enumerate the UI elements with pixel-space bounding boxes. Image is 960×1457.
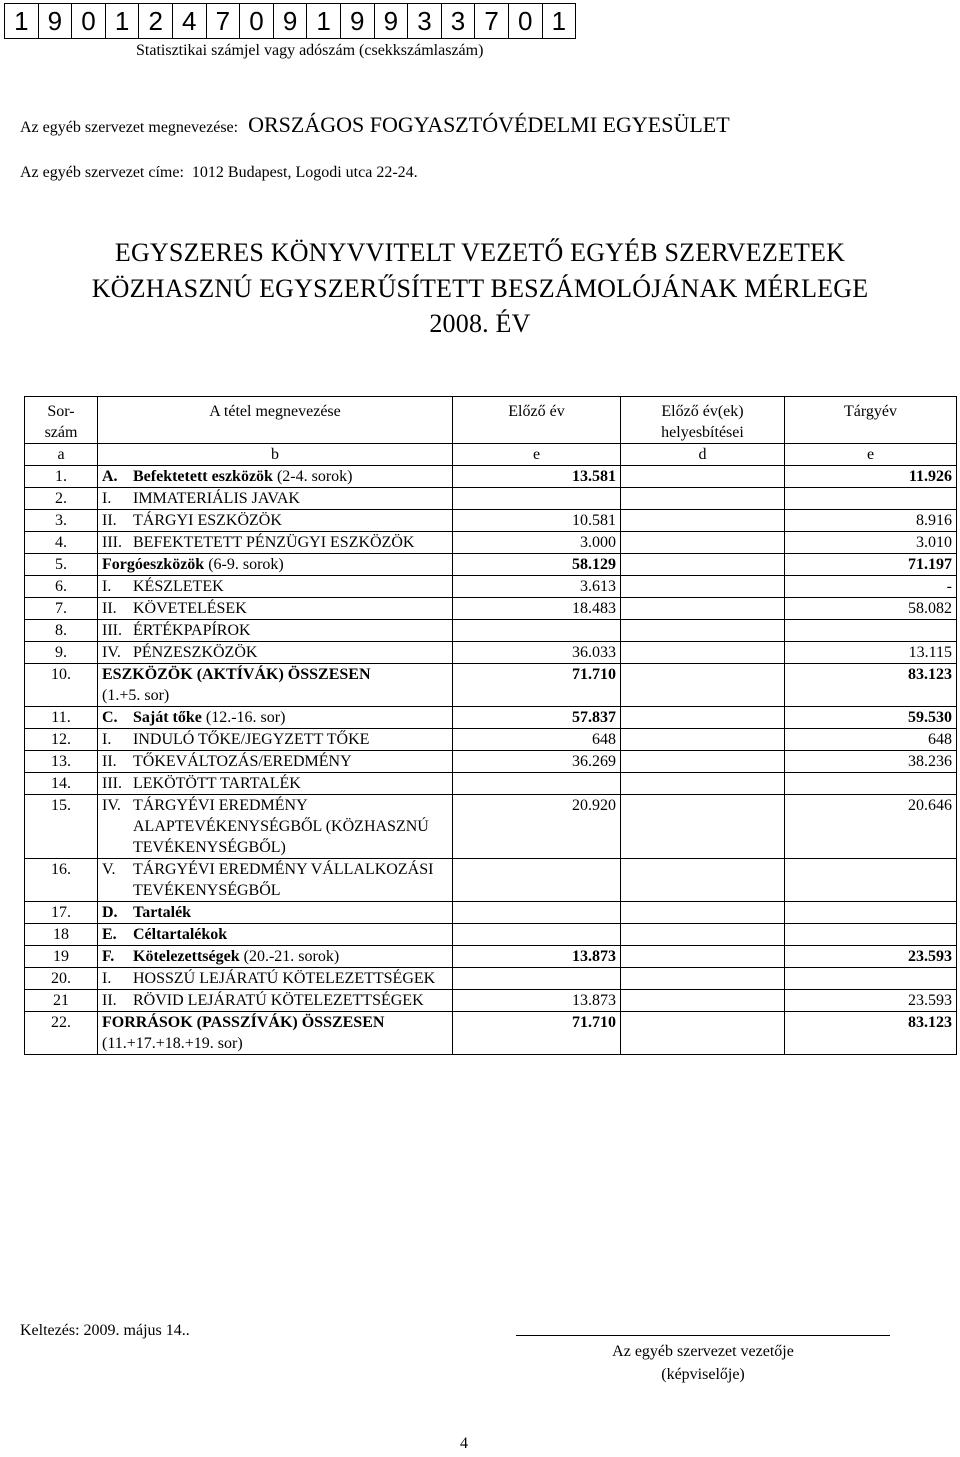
- table-row: [25, 751, 957, 773]
- current-year-value: 20.646: [785, 795, 957, 859]
- header-row-number: Sor- szám: [25, 397, 98, 444]
- table-row: [25, 990, 957, 1012]
- table-row: [25, 510, 957, 532]
- item-label: BEFEKTETETT PÉNZÜGYI ESZKÖZÖK: [133, 534, 415, 551]
- previous-year-value: 18.483: [453, 598, 621, 620]
- adjustment-value: [621, 859, 785, 902]
- adjustment-value: [621, 924, 785, 946]
- signature-line: [516, 1335, 890, 1336]
- item-suffix: (2-4. sorok): [272, 468, 353, 485]
- item-text: [133, 795, 448, 858]
- item-label: TÁRGYÉVI EREDMÉNY ALAPTEVÉKENYSÉGBŐL (KÖZHASZNÚ TEVÉKENYSÉGBŐL): [133, 797, 429, 856]
- tax-digit-box: 0: [71, 3, 106, 39]
- item-label: TÁRGYÉVI EREDMÉNY VÁLLALKOZÁSI TEVÉKENYSÉGBŐL: [133, 861, 434, 899]
- item-suffix: (11.+17.+18.+19. sor): [102, 1035, 243, 1052]
- adjustment-value: [621, 598, 785, 620]
- item-text: [133, 968, 435, 989]
- table-row: [25, 576, 957, 598]
- row-number: 13.: [25, 751, 98, 773]
- adjustment-value: [621, 795, 785, 859]
- item-label: Tartalék: [133, 904, 192, 921]
- row-number: 6.: [25, 576, 98, 598]
- tax-digit-box: 3: [441, 3, 476, 39]
- balance-sheet-table: [24, 396, 957, 1055]
- adjustment-value: [621, 751, 785, 773]
- item-name-cell: [98, 859, 453, 902]
- item-name-cell: [98, 554, 453, 576]
- current-year-value: 71.197: [785, 554, 957, 576]
- item-code: A.: [102, 468, 118, 485]
- item-label: FORRÁSOK (PASSZÍVÁK) ÖSSZESEN: [102, 1014, 385, 1031]
- item-text: [133, 902, 191, 923]
- table-row: [25, 946, 957, 968]
- item-name-cell: [98, 968, 453, 990]
- table-row: [25, 902, 957, 924]
- letter-a: a: [25, 444, 98, 466]
- item-code: III.: [102, 775, 122, 792]
- item-code: II.: [102, 512, 117, 529]
- item-name-cell: [98, 510, 453, 532]
- item-code: II.: [102, 753, 117, 770]
- previous-year-value: 13.581: [453, 466, 621, 488]
- adjustment-value: [621, 990, 785, 1012]
- header-adjustments: Előző év(ek) helyesbítései: [621, 397, 785, 444]
- header-current-year: Tárgyév: [785, 397, 957, 444]
- item-label: IMMATERIÁLIS JAVAK: [133, 490, 300, 507]
- item-code: C.: [102, 709, 118, 726]
- tax-number-boxes: [4, 3, 576, 39]
- tax-digit-box: 9: [374, 3, 409, 39]
- item-text: [133, 642, 257, 663]
- previous-year-value: 3.613: [453, 576, 621, 598]
- row-number: 10.: [25, 664, 98, 707]
- row-number: 22.: [25, 1012, 98, 1055]
- item-label: KÉSZLETEK: [133, 578, 224, 595]
- adjustment-value: [621, 532, 785, 554]
- tax-digit-box: 3: [407, 3, 442, 39]
- previous-year-value: 36.033: [453, 642, 621, 664]
- item-name-cell: [98, 620, 453, 642]
- table-letter-row: [25, 444, 957, 466]
- table-row: [25, 773, 957, 795]
- header-previous-year: Előző év: [453, 397, 621, 444]
- current-year-value: [785, 924, 957, 946]
- current-year-value: [785, 859, 957, 902]
- table-row: [25, 488, 957, 510]
- previous-year-value: 57.837: [453, 707, 621, 729]
- previous-year-value: [453, 488, 621, 510]
- row-number: 3.: [25, 510, 98, 532]
- table-row: [25, 795, 957, 859]
- item-name-cell: [98, 946, 453, 968]
- item-name-cell: [98, 598, 453, 620]
- tax-digit-box: 0: [239, 3, 274, 39]
- previous-year-value: 20.920: [453, 795, 621, 859]
- row-number: 4.: [25, 532, 98, 554]
- item-text: [133, 466, 353, 487]
- previous-year-value: 58.129: [453, 554, 621, 576]
- row-number: 18: [25, 924, 98, 946]
- current-year-value: -: [785, 576, 957, 598]
- current-year-value: 23.593: [785, 946, 957, 968]
- item-label: RÖVID LEJÁRATÚ KÖTELEZETTSÉGEK: [133, 992, 424, 1009]
- current-year-value: 23.593: [785, 990, 957, 1012]
- current-year-value: [785, 968, 957, 990]
- item-code: II.: [102, 600, 117, 617]
- item-label: TÁRGYI ESZKÖZÖK: [133, 512, 282, 529]
- report-title-year: 2008. ÉV: [429, 309, 531, 338]
- tax-digit-box: 1: [105, 3, 140, 39]
- item-text: [133, 488, 300, 509]
- adjustment-value: [621, 642, 785, 664]
- item-name-cell: [98, 1012, 453, 1055]
- item-name-cell: [98, 990, 453, 1012]
- item-name-cell: [98, 664, 453, 707]
- item-label: HOSSZÚ LEJÁRATÚ KÖTELEZETTSÉGEK: [133, 970, 436, 987]
- tax-digit-box: 7: [206, 3, 241, 39]
- letter-adj: d: [621, 444, 785, 466]
- tax-number-label: Statisztikai számjel vagy adószám (csekkszámlaszám): [136, 42, 484, 59]
- item-code: II.: [102, 992, 117, 1009]
- page-number: 4: [460, 1435, 468, 1452]
- signer-subtitle: (képviselője): [661, 1366, 745, 1383]
- date-of-issue: Keltezés: 2009. május 14..: [20, 1322, 190, 1339]
- org-name-line: [20, 112, 730, 138]
- adjustment-value: [621, 554, 785, 576]
- table-row: [25, 466, 957, 488]
- tax-digit-box: 7: [474, 3, 509, 39]
- previous-year-value: 36.269: [453, 751, 621, 773]
- adjustment-value: [621, 620, 785, 642]
- previous-year-value: [453, 924, 621, 946]
- current-year-value: 59.530: [785, 707, 957, 729]
- report-title-line2: KÖZHASZNÚ EGYSZERŰSÍTETT BESZÁMOLÓJÁNAK MÉRLEGE: [91, 274, 869, 303]
- item-text: [133, 924, 227, 945]
- previous-year-value: [453, 968, 621, 990]
- item-code: D.: [102, 904, 118, 921]
- item-text: [133, 751, 352, 772]
- adjustment-value: [621, 576, 785, 598]
- item-label: INDULÓ TŐKE/JEGYZETT TŐKE: [133, 731, 370, 748]
- item-label: PÉNZESZKÖZÖK: [133, 644, 258, 661]
- row-number: 5.: [25, 554, 98, 576]
- tax-digit-box: 0: [508, 3, 543, 39]
- tax-digit-box: 1: [306, 3, 341, 39]
- tax-digit-box: 2: [138, 3, 173, 39]
- current-year-value: [785, 488, 957, 510]
- current-year-value: 83.123: [785, 1012, 957, 1055]
- table-row: [25, 707, 957, 729]
- item-code: IV.: [102, 644, 121, 661]
- adjustment-value: [621, 902, 785, 924]
- item-text: [102, 554, 284, 575]
- item-suffix: (12.-16. sor): [201, 709, 286, 726]
- item-label: KÖVETELÉSEK: [133, 600, 247, 617]
- table-row: [25, 554, 957, 576]
- item-name-cell: [98, 729, 453, 751]
- tax-digit-box: 1: [4, 3, 39, 39]
- item-name-cell: [98, 773, 453, 795]
- row-number: 19: [25, 946, 98, 968]
- adjustment-value: [621, 510, 785, 532]
- item-text: [133, 532, 414, 553]
- letter-curr: e: [785, 444, 957, 466]
- item-text: [133, 598, 247, 619]
- previous-year-value: 71.710: [453, 1012, 621, 1055]
- table-row: [25, 642, 957, 664]
- item-name-cell: [98, 642, 453, 664]
- current-year-value: [785, 902, 957, 924]
- item-label: TŐKEVÁLTOZÁS/EREDMÉNY: [133, 753, 352, 770]
- item-label: Befektetett eszközök: [133, 468, 273, 485]
- current-year-value: 648: [785, 729, 957, 751]
- current-year-value: [785, 773, 957, 795]
- item-name-cell: [98, 532, 453, 554]
- item-text: [102, 664, 371, 706]
- item-name-cell: [98, 751, 453, 773]
- item-suffix: (20.-21. sorok): [239, 948, 340, 965]
- letter-b: b: [98, 444, 453, 466]
- item-code: E.: [102, 926, 117, 943]
- row-number: 14.: [25, 773, 98, 795]
- item-text: [133, 510, 282, 531]
- tax-digit-box: 9: [273, 3, 308, 39]
- row-number: 7.: [25, 598, 98, 620]
- letter-prev: e: [453, 444, 621, 466]
- previous-year-value: [453, 902, 621, 924]
- org-address: 1012 Budapest, Logodi utca 22-24.: [191, 164, 418, 181]
- adjustment-value: [621, 1012, 785, 1055]
- current-year-value: 83.123: [785, 664, 957, 707]
- adjustment-value: [621, 946, 785, 968]
- item-code: III.: [102, 534, 122, 551]
- item-suffix: (6-9. sorok): [204, 556, 284, 573]
- item-text: [102, 1012, 384, 1054]
- previous-year-value: 648: [453, 729, 621, 751]
- signer-title: Az egyéb szervezet vezetője: [612, 1343, 794, 1360]
- row-number: 21: [25, 990, 98, 1012]
- header-item-name: A tétel megnevezése: [98, 397, 453, 444]
- row-number: 16.: [25, 859, 98, 902]
- tax-digit-box: 9: [38, 3, 73, 39]
- row-number: 15.: [25, 795, 98, 859]
- adjustment-value: [621, 707, 785, 729]
- item-text: [133, 990, 424, 1011]
- tax-digit-box: 1: [542, 3, 577, 39]
- adjustment-value: [621, 488, 785, 510]
- item-name-cell: [98, 576, 453, 598]
- current-year-value: 3.010: [785, 532, 957, 554]
- item-text: [133, 773, 301, 794]
- row-number: 12.: [25, 729, 98, 751]
- item-label: Céltartalékok: [133, 926, 228, 943]
- adjustment-value: [621, 729, 785, 751]
- current-year-value: 58.082: [785, 598, 957, 620]
- row-number: 9.: [25, 642, 98, 664]
- table-row: [25, 664, 957, 707]
- row-number: 8.: [25, 620, 98, 642]
- table-row: [25, 1012, 957, 1055]
- item-label: Saját tőke: [133, 709, 202, 726]
- tax-digit-box: 9: [340, 3, 375, 39]
- item-name-cell: [98, 707, 453, 729]
- current-year-value: 13.115: [785, 642, 957, 664]
- current-year-value: [785, 620, 957, 642]
- current-year-value: 8.916: [785, 510, 957, 532]
- table-row: [25, 968, 957, 990]
- previous-year-value: 13.873: [453, 946, 621, 968]
- item-code: I.: [102, 970, 112, 987]
- tax-digit-box: 4: [172, 3, 207, 39]
- current-year-value: 11.926: [785, 466, 957, 488]
- row-number: 2.: [25, 488, 98, 510]
- adjustment-value: [621, 466, 785, 488]
- previous-year-value: [453, 620, 621, 642]
- item-code: I.: [102, 731, 112, 748]
- item-suffix: (1.+5. sor): [102, 687, 170, 704]
- item-text: [133, 859, 448, 901]
- item-code: V.: [102, 861, 116, 878]
- adjustment-value: [621, 664, 785, 707]
- org-address-line: [20, 164, 418, 182]
- org-name-label: Az egyéb szervezet megnevezése:: [20, 119, 239, 136]
- item-code: IV.: [102, 797, 121, 814]
- item-name-cell: [98, 902, 453, 924]
- item-text: [133, 729, 369, 750]
- table-row: [25, 859, 957, 902]
- item-text: [133, 946, 339, 967]
- item-label: ESZKÖZÖK (AKTÍVÁK) ÖSSZESEN: [102, 666, 371, 683]
- item-text: [133, 576, 224, 597]
- table-row: [25, 620, 957, 642]
- table-row: [25, 532, 957, 554]
- previous-year-value: 71.710: [453, 664, 621, 707]
- item-code: I.: [102, 490, 112, 507]
- previous-year-value: [453, 773, 621, 795]
- org-name: ORSZÁGOS FOGYASZTÓVÉDELMI EGYESÜLET: [248, 112, 730, 137]
- item-name-cell: [98, 795, 453, 859]
- previous-year-value: 13.873: [453, 990, 621, 1012]
- table-row: [25, 924, 957, 946]
- item-name-cell: [98, 488, 453, 510]
- item-label: ÉRTÉKPAPÍROK: [133, 622, 251, 639]
- org-address-label: Az egyéb szervezet címe:: [20, 164, 184, 181]
- previous-year-value: 10.581: [453, 510, 621, 532]
- current-year-value: 38.236: [785, 751, 957, 773]
- row-number: 20.: [25, 968, 98, 990]
- item-name-cell: [98, 924, 453, 946]
- previous-year-value: [453, 859, 621, 902]
- table-row: [25, 729, 957, 751]
- item-label: LEKÖTÖTT TARTALÉK: [133, 775, 301, 792]
- item-label: Forgóeszközök: [102, 556, 205, 573]
- adjustment-value: [621, 773, 785, 795]
- row-number: 11.: [25, 707, 98, 729]
- row-number: 1.: [25, 466, 98, 488]
- item-label: Kötelezettségek: [133, 948, 240, 965]
- item-name-cell: [98, 466, 453, 488]
- report-title-line1: EGYSZERES KÖNYVVITELT VEZETŐ EGYÉB SZERVEZETEK: [114, 238, 846, 267]
- item-code: I.: [102, 578, 112, 595]
- adjustment-value: [621, 968, 785, 990]
- table-row: [25, 598, 957, 620]
- item-text: [133, 620, 251, 641]
- previous-year-value: 3.000: [453, 532, 621, 554]
- item-code: III.: [102, 622, 122, 639]
- item-text: [133, 707, 285, 728]
- row-number: 17.: [25, 902, 98, 924]
- table-header-row: [25, 397, 957, 444]
- item-code: F.: [102, 948, 115, 965]
